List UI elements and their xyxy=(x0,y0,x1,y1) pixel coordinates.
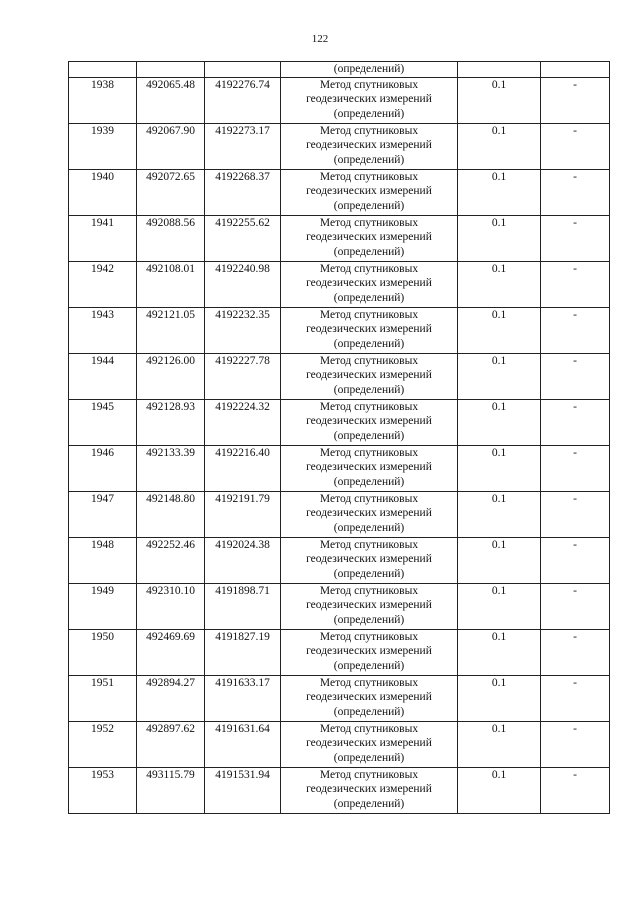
cell-accuracy: 0.1 xyxy=(458,215,541,261)
cell-x: 492072.65 xyxy=(137,169,205,215)
cell-y: 4192216.40 xyxy=(205,445,281,491)
cell-x: 492252.46 xyxy=(137,537,205,583)
table-row xyxy=(69,399,610,445)
cell-method xyxy=(281,675,458,721)
cell-point-number: 1947 xyxy=(69,491,137,537)
method-line: геодезических измерений xyxy=(306,599,432,611)
cell-x: 492067.90 xyxy=(137,123,205,169)
method-line: Метод спутниковых xyxy=(319,492,419,505)
cell-method xyxy=(281,399,458,445)
cell-method xyxy=(281,169,458,215)
method-line: (определений) xyxy=(333,245,405,258)
cell-x: 492126.00 xyxy=(137,353,205,399)
method-line: геодезических измерений xyxy=(306,185,432,197)
cell-accuracy: 0.1 xyxy=(458,353,541,399)
cell-accuracy: 0.1 xyxy=(458,629,541,675)
cell-extra: - xyxy=(541,721,610,767)
cell-method xyxy=(281,215,458,261)
table-row xyxy=(69,261,610,307)
table-row xyxy=(69,537,610,583)
coordinates-table xyxy=(68,61,610,814)
cell-method xyxy=(281,537,458,583)
coordinates-table-body xyxy=(69,62,610,814)
cell-x: 492148.80 xyxy=(137,491,205,537)
cell-x: 492310.10 xyxy=(137,583,205,629)
method-line: (определений) xyxy=(333,705,405,718)
table-row xyxy=(69,675,610,721)
method-line: геодезических измерений xyxy=(306,553,432,565)
cell-point-number: 1943 xyxy=(69,307,137,353)
method-line: Метод спутниковых xyxy=(319,124,419,137)
cell-accuracy: 0.1 xyxy=(458,721,541,767)
cell-extra: - xyxy=(541,261,610,307)
cell-point-number: 1946 xyxy=(69,445,137,491)
cell-y: 4192232.35 xyxy=(205,307,281,353)
cell-accuracy: 0.1 xyxy=(458,445,541,491)
cell-extra: - xyxy=(541,169,610,215)
cell-y xyxy=(205,62,281,78)
cell-accuracy: 0.1 xyxy=(458,767,541,813)
method-line: (определений) xyxy=(333,107,405,120)
page-number: 122 xyxy=(311,33,329,45)
method-line: (определений) xyxy=(333,613,405,626)
table-row xyxy=(69,215,610,261)
cell-y: 4191898.71 xyxy=(205,583,281,629)
cell-extra: - xyxy=(541,353,610,399)
cell-y: 4191531.94 xyxy=(205,767,281,813)
method-line: (определений) xyxy=(333,567,405,580)
method-line: (определений) xyxy=(333,521,405,534)
table-row xyxy=(69,123,610,169)
cell-extra: - xyxy=(541,537,610,583)
method-line: Метод спутниковых xyxy=(319,170,419,183)
cell-point-number: 1938 xyxy=(69,77,137,123)
cell-y: 4191631.64 xyxy=(205,721,281,767)
cell-method xyxy=(281,721,458,767)
cell-x: 492088.56 xyxy=(137,215,205,261)
method-line: Метод спутниковых xyxy=(319,676,419,689)
method-line: геодезических измерений xyxy=(306,461,432,473)
cell-y: 4192273.17 xyxy=(205,123,281,169)
cell-extra: - xyxy=(541,629,610,675)
method-line: геодезических измерений xyxy=(306,415,432,427)
cell-y: 4192268.37 xyxy=(205,169,281,215)
cell-method xyxy=(281,767,458,813)
cell-accuracy: 0.1 xyxy=(458,537,541,583)
table-row xyxy=(69,491,610,537)
method-line: геодезических измерений xyxy=(306,231,432,243)
method-line: Метод спутниковых xyxy=(319,78,419,91)
cell-x: 492121.05 xyxy=(137,307,205,353)
method-line: (определений) xyxy=(333,659,405,672)
method-line: Метод спутниковых xyxy=(319,722,419,735)
table-row xyxy=(69,583,610,629)
cell-y: 4191827.19 xyxy=(205,629,281,675)
cell-extra: - xyxy=(541,215,610,261)
cell-x: 492065.48 xyxy=(137,77,205,123)
cell-method xyxy=(281,307,458,353)
cell-y: 4192024.38 xyxy=(205,537,281,583)
method-line: геодезических измерений xyxy=(306,737,432,749)
cell-method xyxy=(281,261,458,307)
cell-point-number xyxy=(69,62,137,78)
cell-accuracy: 0.1 xyxy=(458,123,541,169)
method-line: геодезических измерений xyxy=(306,139,432,151)
table-row xyxy=(69,77,610,123)
cell-point-number: 1942 xyxy=(69,261,137,307)
method-line: геодезических измерений xyxy=(306,277,432,289)
cell-y: 4191633.17 xyxy=(205,675,281,721)
cell-method: (определений) xyxy=(281,62,458,78)
cell-x: 492894.27 xyxy=(137,675,205,721)
method-line: (определений) xyxy=(333,199,405,212)
cell-extra: - xyxy=(541,399,610,445)
method-line: Метод спутниковых xyxy=(319,446,419,459)
method-line: Метод спутниковых xyxy=(319,400,419,413)
cell-method xyxy=(281,445,458,491)
cell-x: 492897.62 xyxy=(137,721,205,767)
cell-accuracy: 0.1 xyxy=(458,583,541,629)
cell-y: 4192276.74 xyxy=(205,77,281,123)
cell-point-number: 1939 xyxy=(69,123,137,169)
cell-method xyxy=(281,583,458,629)
cell-extra: - xyxy=(541,491,610,537)
cell-accuracy: 0.1 xyxy=(458,77,541,123)
table-row xyxy=(69,767,610,813)
method-line: (определений) xyxy=(333,475,405,488)
cell-extra: - xyxy=(541,307,610,353)
method-line: (определений) xyxy=(333,291,405,304)
table-row xyxy=(69,721,610,767)
cell-y: 4192255.62 xyxy=(205,215,281,261)
cell-x: 492469.69 xyxy=(137,629,205,675)
method-line: геодезических измерений xyxy=(306,93,432,105)
method-line: Метод спутниковых xyxy=(319,354,419,367)
cell-extra: - xyxy=(541,675,610,721)
cell-y: 4192240.98 xyxy=(205,261,281,307)
method-line: геодезических измерений xyxy=(306,507,432,519)
cell-y: 4192224.32 xyxy=(205,399,281,445)
method-line: (определений) xyxy=(333,429,405,442)
cell-method xyxy=(281,353,458,399)
method-line: Метод спутниковых xyxy=(319,768,419,781)
cell-accuracy: 0.1 xyxy=(458,307,541,353)
method-line: (определений) xyxy=(333,383,405,396)
cell-accuracy: 0.1 xyxy=(458,261,541,307)
method-line: Метод спутниковых xyxy=(319,262,419,275)
method-line: геодезических измерений xyxy=(306,323,432,335)
cell-accuracy xyxy=(458,62,541,78)
method-line: геодезических измерений xyxy=(306,645,432,657)
cell-point-number: 1948 xyxy=(69,537,137,583)
cell-extra xyxy=(541,62,610,78)
cell-extra: - xyxy=(541,767,610,813)
cell-x xyxy=(137,62,205,78)
method-line: геодезических измерений xyxy=(306,691,432,703)
cell-method xyxy=(281,629,458,675)
method-line: геодезических измерений xyxy=(306,369,432,381)
cell-extra: - xyxy=(541,123,610,169)
table-row xyxy=(69,353,610,399)
table-row xyxy=(69,445,610,491)
method-line: (определений) xyxy=(333,337,405,350)
cell-point-number: 1949 xyxy=(69,583,137,629)
cell-point-number: 1950 xyxy=(69,629,137,675)
method-line: (определений) xyxy=(333,751,405,764)
cell-method xyxy=(281,77,458,123)
method-line: Метод спутниковых xyxy=(319,538,419,551)
cell-x: 492108.01 xyxy=(137,261,205,307)
cell-extra: - xyxy=(541,77,610,123)
method-line: Метод спутниковых xyxy=(319,216,419,229)
method-line: Метод спутниковых xyxy=(319,630,419,643)
method-line: Метод спутниковых xyxy=(319,584,419,597)
cell-point-number: 1951 xyxy=(69,675,137,721)
method-line: (определений) xyxy=(333,153,405,166)
cell-accuracy: 0.1 xyxy=(458,169,541,215)
table-row xyxy=(69,169,610,215)
table-row xyxy=(69,307,610,353)
cell-x: 493115.79 xyxy=(137,767,205,813)
continuation-row xyxy=(69,62,610,78)
cell-accuracy: 0.1 xyxy=(458,399,541,445)
cell-x: 492128.93 xyxy=(137,399,205,445)
cell-point-number: 1944 xyxy=(69,353,137,399)
method-line: Метод спутниковых xyxy=(319,308,419,321)
cell-method xyxy=(281,123,458,169)
cell-point-number: 1953 xyxy=(69,767,137,813)
cell-y: 4192191.79 xyxy=(205,491,281,537)
cell-point-number: 1952 xyxy=(69,721,137,767)
method-line: геодезических измерений xyxy=(306,783,432,795)
cell-accuracy: 0.1 xyxy=(458,491,541,537)
cell-y: 4192227.78 xyxy=(205,353,281,399)
method-line: (определений) xyxy=(333,797,405,810)
cell-point-number: 1940 xyxy=(69,169,137,215)
table-row xyxy=(69,629,610,675)
cell-extra: - xyxy=(541,583,610,629)
cell-extra: - xyxy=(541,445,610,491)
cell-accuracy: 0.1 xyxy=(458,675,541,721)
cell-x: 492133.39 xyxy=(137,445,205,491)
cell-method xyxy=(281,491,458,537)
cell-point-number: 1941 xyxy=(69,215,137,261)
cell-point-number: 1945 xyxy=(69,399,137,445)
